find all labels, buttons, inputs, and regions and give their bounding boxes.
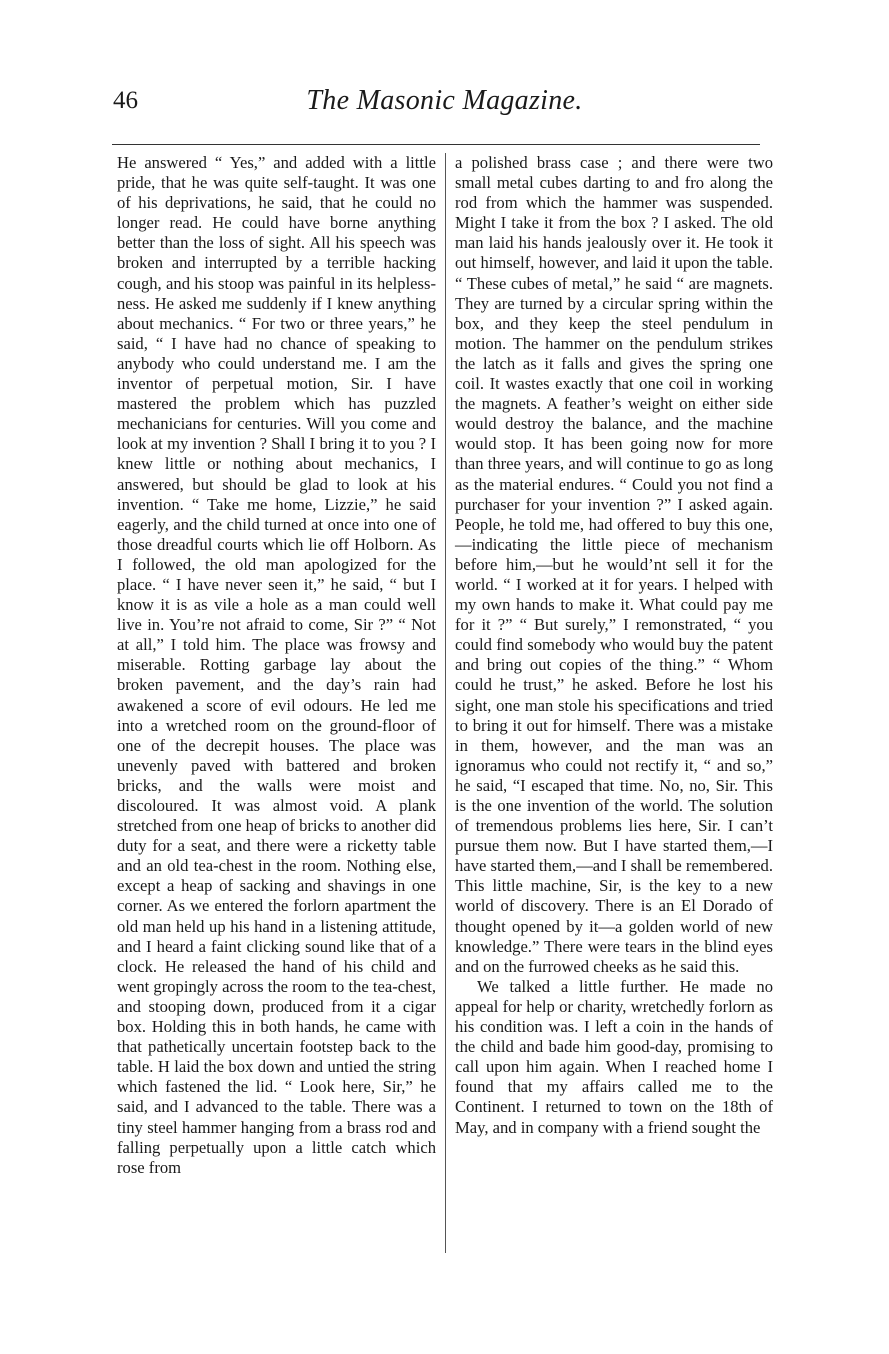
- running-title: The Masonic Magazine.: [306, 85, 583, 116]
- header-rule: [112, 144, 760, 145]
- right-paragraph-2: We talked a little further. He made no appeal for help or charity, wretchedly forlorn as his condition was. I left a coin in the hands of the child and bade him good-day, promising to call upon him again. When I reached home I found that my affairs called me to the Continent. I returned to town on the 18th of May, and in company with a friend sought the: [455, 976, 773, 1137]
- left-paragraph-1: He answered “ Yes,” and added with a little pride, that he was quite self-taught. It was one of his deprivations, he said, that he could no longer read. He could have borne anything better than the loss of sight. All his speech was broken and interrupted by a terrible hacking cough, and his stoop was painful in its helplessness. He asked me suddenly if I knew anything about mechanics. “ For two or three years,” he said, “ I have had no chance of speaking to anybody who could understand me. I am the inventor of perpetual motion, Sir. I have mastered the problem which has puzzled mechanicians for centuries. Will you come and look at my invention ? Shall I bring it to you ? I knew little or nothing about mechanics, I answered, but should be glad to look at his invention. “ Take me home, Lizzie,” he said eagerly, and the child turned at once into one of those dreadful courts which lie off Holborn. As I followed, the old man apologized for the place. “ I have never seen it,” he said, “ but I know it is as vile a hole as a man could well live in. You’re not afraid to come, Sir ?” “ Not at all,” I told him. The place was frowsy and miserable. Rotting garbage lay about the broken pavement, and the day’s rain had awakened a score of evil odours. He led me into a wretched room on the ground-floor of one of the decrepit houses. The place was unevenly paved with battered and broken bricks, and the walls were moist and discoloured. It was almost void. A plank stretched from one heap of bricks to another did duty for a seat, and there were a ricketty table and an old tea-chest in the room. Nothing else, except a heap of sacking and shavings in one corner. As we entered the forlorn apartment the old man held up his hand in a listening attitude, and I heard a faint clicking sound like that of a clock. He released the hand of his child and went gropingly across the room to the tea-chest, and stooping down, produced from it a cigar box. Holding this in both hands, he came with that pathetically uncertain footstep back to the table. H laid the box down and untied the string which fastened the lid. “ Look here, Sir,” he said, and I advanced to the table. There was a tiny steel hammer hanging from a brass rod and falling perpetually upon a little catch which rose from: [117, 153, 436, 1177]
- right-paragraph-1: a polished brass case ; and there were two small metal cubes darting to and fro along the rod from which the hammer was suspended. Might I take it from the box ? I asked. The old man laid his hands jealously over it. He took it out himself, however, and laid it upon the table. “ These cubes of metal,” he said “ are magnets. They are turned by a circular spring within the box, and they keep the steel pendulum in motion. The hammer on the pendulum strikes the latch as it falls and gives the spring one coil. It wastes exactly that one coil in working the magnets. A feather’s weight on either side would destroy the balance, and the machine would stop. It has been going now for more than three years, and will continue to go as long as the material endures. “ Could you not find a purchaser for your invention ?” I asked again. People, he told me, had offered to buy this one,—indicating the little piece of mechanism before him,—but he would’nt sell it for the world. “ I worked at it for years. I helped with my own hands to make it. What could pay me for it ?” “ But surely,” I remonstrated, “ you could find somebody who would buy the patent and bring out copies of the thing.” “ Whom could he trust,” he asked. Before he lost his sight, one man stole his specifications and tried to bring it out for himself. There was a mistake in them, however, and the man was an ignoramus who could not rectify it, “ and so,” he said, “I escaped that time. No, no, Sir. This is the one invention of the world. The solution of tremendous problems lies here, Sir. I can’t pursue them now. But I have started them,—I have started them,—and I shall be remembered. This little machine, Sir, is the key to a new world of discovery. There is an El Dorado of thought opened by it—a golden world of new knowledge.” There were tears in the blind eyes and on the furrowed cheeks as he said this.: [455, 153, 773, 976]
- page-number: 46: [113, 87, 138, 114]
- left-column: [117, 153, 436, 1178]
- right-column: [455, 153, 773, 1138]
- column-divider: [445, 153, 446, 1253]
